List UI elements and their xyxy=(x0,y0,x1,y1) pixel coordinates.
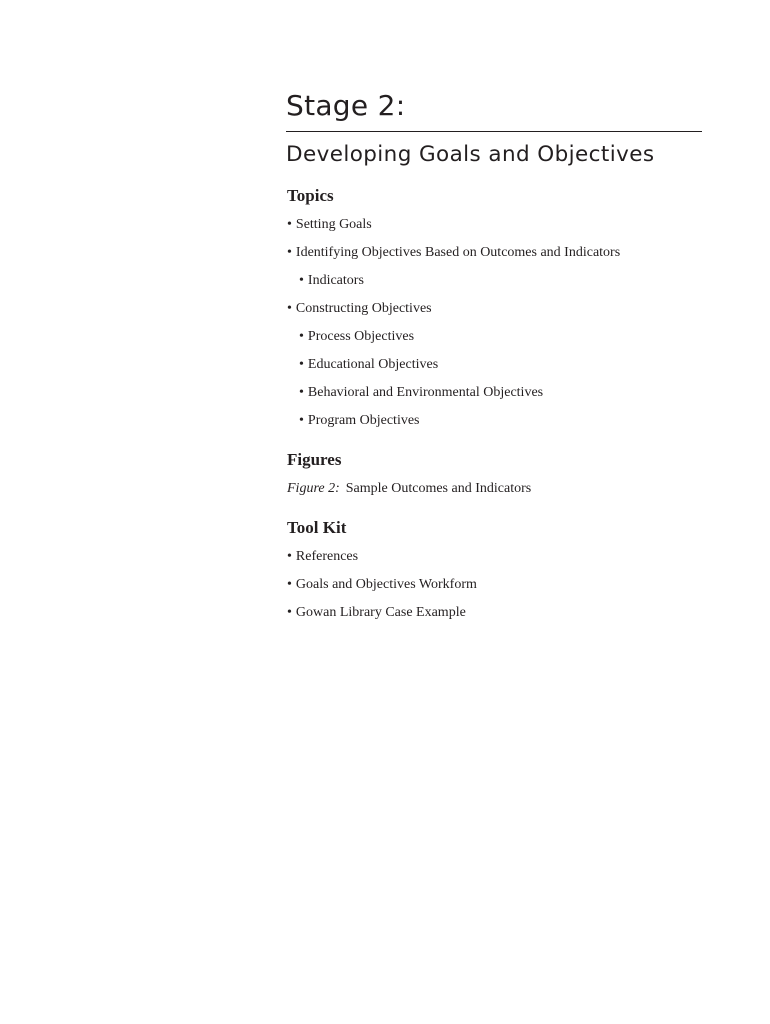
figures-heading: Figures xyxy=(287,450,342,469)
topic-item-constructing-objectives xyxy=(287,300,432,318)
topic-item-label: Behavioral and Environmental Objectives xyxy=(307,385,544,400)
toolkit-item-workform xyxy=(287,576,477,594)
toolkit-heading: Tool Kit xyxy=(287,518,347,537)
figure-caption: Sample Outcomes and Indicators xyxy=(345,481,532,496)
topic-item-identifying-objectives xyxy=(287,244,620,262)
bullet-glyph: • xyxy=(299,413,304,428)
bullet-glyph: • xyxy=(299,357,304,372)
bullet-glyph: • xyxy=(287,245,292,260)
topic-item-setting-goals xyxy=(287,216,372,234)
bullet-glyph: • xyxy=(299,385,304,400)
topic-item-label: Setting Goals xyxy=(295,217,372,232)
topic-item-label: Constructing Objectives xyxy=(295,301,432,316)
topic-subitem-educational-objectives xyxy=(299,356,438,374)
topic-item-label: Indicators xyxy=(307,273,364,288)
bullet-glyph: • xyxy=(287,549,292,564)
toolkit-item-case-example xyxy=(287,604,466,622)
toolkit-item-label: Gowan Library Case Example xyxy=(295,605,466,620)
topic-item-label: Educational Objectives xyxy=(307,357,439,372)
topic-subitem-indicators xyxy=(299,272,364,290)
toolkit-item-references xyxy=(287,548,358,566)
topic-subitem-behavioral-objectives xyxy=(299,384,543,402)
title-rule xyxy=(286,131,702,132)
topic-item-label: Process Objectives xyxy=(307,329,415,344)
topic-subitem-process-objectives xyxy=(299,328,414,346)
figure-label: Figure 2: xyxy=(287,481,340,496)
topics-heading: Topics xyxy=(287,186,334,205)
toolkit-item-label: Goals and Objectives Workform xyxy=(295,577,477,592)
bullet-glyph: • xyxy=(287,301,292,316)
stage-title: Stage 2: xyxy=(286,89,406,122)
stage-subtitle: Developing Goals and Objectives xyxy=(286,142,655,167)
figure-item xyxy=(287,480,531,498)
bullet-glyph: • xyxy=(299,273,304,288)
bullet-glyph: • xyxy=(287,605,292,620)
bullet-glyph: • xyxy=(287,217,292,232)
topic-item-label: Identifying Objectives Based on Outcomes and Indicators xyxy=(295,245,621,260)
topic-item-label: Program Objectives xyxy=(307,413,420,428)
bullet-glyph: • xyxy=(299,329,304,344)
toolkit-item-label: References xyxy=(295,549,359,564)
topic-subitem-program-objectives xyxy=(299,412,420,430)
bullet-glyph: • xyxy=(287,577,292,592)
